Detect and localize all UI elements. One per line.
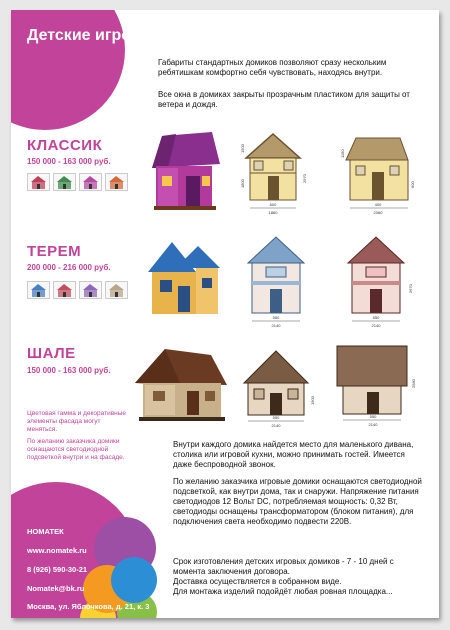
chalet-side-drawing	[331, 340, 421, 430]
classic-front-drawing	[236, 128, 311, 218]
note-led-lighting: По желанию заказчика домики оснащаются светодиодной подсветкой внутри и на фасаде.	[27, 438, 125, 461]
brochure-page	[11, 10, 439, 618]
terem-house-photo	[142, 238, 224, 320]
classic-front-width: 1860	[268, 210, 278, 215]
terem-side-door: 550	[372, 315, 380, 320]
contact-address: Москва, ул. Яблочкова, д. 21, к. 3	[27, 602, 150, 611]
classic-side-height-right: 600	[410, 181, 415, 188]
chalet-front-width: 2140	[271, 423, 281, 428]
classic-side-width: 2060	[373, 210, 383, 215]
classic-front-height-right: 2970	[302, 174, 307, 183]
footer-circle-blue	[111, 557, 157, 603]
contact-email[interactable]: Nomatek@bk.ru	[27, 584, 85, 593]
terem-side-drawing	[336, 233, 421, 328]
chalet-side-door: 550	[369, 414, 377, 419]
chalet-front-door: 550	[272, 415, 280, 420]
page-title: Детские игровые домики	[27, 27, 228, 44]
contact-company: НОМАТЕК	[27, 527, 64, 536]
classic-side-height-left: 1150	[340, 149, 345, 158]
classic-front-height-mid: 1800	[240, 179, 245, 188]
chalet-side-width: 2140	[368, 422, 378, 427]
model-name-classic: КЛАССИК	[27, 137, 103, 154]
color-variant-swatch	[79, 173, 102, 191]
model-price-chalet: 150 000 - 163 000 руб.	[27, 366, 111, 375]
classic-side-door: 400	[374, 202, 382, 207]
color-variant-swatch	[105, 173, 128, 191]
body-paragraph-2: По желанию заказчика игровые домики оснащаются светодиодной подсветкой, как внутри дома, так и снаружи. Напряжение питания светодиодов 12 Вольт DC, потребляемая мощность: 0,32 Вт, светодиоды оснащены трансформатором (блоком питания), для подключения света необходимо подвести 220В.	[173, 477, 422, 526]
color-variant-swatch	[27, 173, 50, 191]
note-color-scheme: Цветовая гамма и декоративные элементы фасада могут меняться.	[27, 410, 127, 433]
color-variant-swatch	[105, 281, 128, 299]
color-variants-classic	[27, 173, 128, 191]
intro-paragraph-2: Все окна в домиках закрыты прозрачным пластиком для защиты от ветера и дождя.	[158, 90, 410, 109]
model-price-terem: 200 000 - 216 000 руб.	[27, 263, 111, 272]
color-variant-swatch	[27, 281, 50, 299]
classic-side-drawing	[336, 128, 421, 218]
contact-site[interactable]: www.nomatek.ru	[27, 546, 87, 555]
intro-text	[158, 58, 416, 122]
classic-front-height-left: 1500	[240, 144, 245, 153]
model-price-classic: 150 000 - 163 000 руб.	[27, 157, 111, 166]
classic-house-photo	[142, 128, 224, 213]
chalet-house-photo	[131, 345, 231, 425]
chalet-front-drawing	[236, 345, 321, 430]
terem-front-width: 2140	[271, 323, 281, 328]
color-variant-swatch	[53, 281, 76, 299]
color-variant-swatch	[79, 281, 102, 299]
chalet-front-height-right: 1900	[310, 396, 315, 405]
classic-front-door: 600	[269, 202, 277, 207]
chalet-side-height-right: 2580	[411, 379, 416, 388]
model-name-chalet: ШАЛЕ	[27, 345, 76, 362]
contact-phone[interactable]: 8 (926) 590-30-21	[27, 565, 88, 574]
body-paragraph-1: Внутри каждого домика найдется место для маленького дивана, столика или игровой кухни, можно принимать гостей. Имеется даже беспроводной звонок.	[173, 440, 414, 469]
model-name-terem: ТЕРЕМ	[27, 243, 82, 260]
body-paragraph-3: Срок изготовления детских игровых домиков - 7 - 10 дней с момента заключения договора. Доставка осуществляется в собранном виде. Для монтажа изделий подойдёт любая ровная площадка...	[173, 557, 394, 596]
terem-front-drawing	[236, 233, 316, 328]
color-variants-terem	[27, 281, 128, 299]
intro-paragraph-1: Габариты стандартных домиков позволяют сразу нескольким ребятишкам комфортно себя чувствовать, находясь внутри.	[158, 58, 387, 77]
terem-side-height-right: 2670	[408, 284, 413, 293]
terem-front-door: 550	[272, 315, 280, 320]
color-variant-swatch	[53, 173, 76, 191]
terem-side-width: 2140	[371, 323, 381, 328]
